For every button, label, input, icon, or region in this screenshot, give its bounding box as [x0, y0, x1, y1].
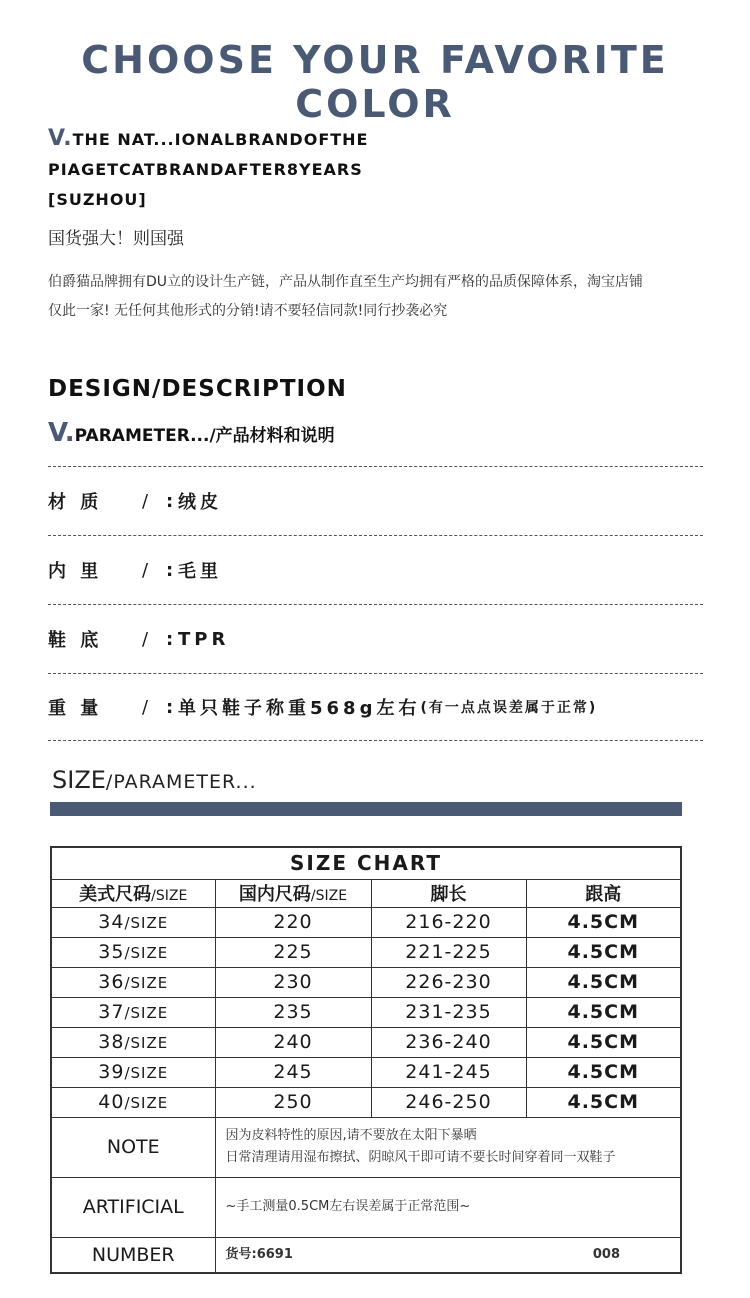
us-size-value: 39 [98, 1061, 125, 1083]
parameter-separator: / [141, 628, 153, 650]
heel-height-cell: 4.5CM [526, 937, 681, 967]
table-row [51, 967, 681, 997]
size-chart-header-row [51, 879, 681, 907]
size-chart-title: SIZE CHART [51, 847, 681, 879]
foot-length-cell: 241-245 [371, 1057, 526, 1087]
size-heading-sub: /PARAMETER... [105, 771, 257, 793]
brand-line-2: PIAGETCATBRANDAFTER8YEARS [48, 160, 363, 179]
brand-description-line-2: 仅此一家! 无任何其他形式的分销!请不要轻信同款!同行抄袭必究 [48, 303, 448, 319]
cn-size-cell: 235 [215, 997, 371, 1027]
header-main: 美式尺码 [79, 884, 152, 905]
note-row [51, 1117, 681, 1177]
header-small: /SIZE [151, 888, 188, 904]
parameter-row-sole [48, 604, 703, 673]
header-small: /SIZE [310, 888, 348, 904]
artificial-text: ~手工测量0.5CM左右误差属于正常范围~ [215, 1177, 681, 1237]
brand-line-3: [SUZHOU] [48, 190, 147, 209]
product-code: 货号:6691 [225, 1246, 293, 1262]
note-text [215, 1117, 681, 1177]
header-foot-length: 脚长 [371, 879, 526, 907]
product-number-suffix: 008 [592, 1246, 620, 1262]
us-size-value: 37 [98, 1001, 125, 1023]
number-row [51, 1237, 681, 1273]
foot-length-cell: 226-230 [371, 967, 526, 997]
us-size-value: 34 [98, 911, 125, 933]
foot-length-cell: 246-250 [371, 1087, 526, 1117]
table-row [51, 1087, 681, 1117]
us-size-cell [51, 967, 215, 997]
table-row [51, 1057, 681, 1087]
parameter-value: TPR [178, 628, 230, 650]
brand-slogan: 国货强大！则国强 [48, 229, 184, 249]
header-heel-height: 跟高 [526, 879, 681, 907]
cn-size-cell: 230 [215, 967, 371, 997]
header-cn-size [215, 879, 371, 907]
parameter-list [48, 466, 703, 741]
us-size-value: 36 [98, 971, 125, 993]
parameter-note: (有一点点误差属于正常) [420, 700, 598, 716]
parameter-colon: : [166, 696, 178, 718]
parameter-separator: / [141, 559, 153, 581]
parameter-row-lining [48, 535, 703, 604]
brand-description-line-1: 伯爵猫品牌拥有DU立的设计生产链，产品从制作直至生产均拥有严格的品质保障体系，淘宝店铺 [48, 274, 644, 290]
note-label: NOTE [51, 1117, 215, 1177]
brand-v-mark: V. [48, 126, 73, 151]
header-us-size [51, 879, 215, 907]
parameter-row-material [48, 466, 703, 535]
us-size-value: 40 [98, 1091, 125, 1113]
parameter-value: 毛里 [178, 561, 222, 582]
cn-size-cell: 225 [215, 937, 371, 967]
note-line-1: 因为皮料特性的原因,请不要放在太阳下暴晒 [225, 1128, 477, 1143]
foot-length-cell: 231-235 [371, 997, 526, 1027]
heel-height-cell: 4.5CM [526, 1087, 681, 1117]
us-size-unit: /SIZE [124, 974, 169, 992]
size-heading-main: SIZE [52, 766, 106, 794]
us-size-value: 35 [98, 941, 125, 963]
us-size-unit: /SIZE [124, 1034, 169, 1052]
cn-size-cell: 240 [215, 1027, 371, 1057]
us-size-cell [51, 1087, 215, 1117]
parameter-heading [48, 418, 335, 448]
artificial-label: ARTIFICIAL [51, 1177, 215, 1237]
parameter-colon: : [166, 490, 178, 512]
us-size-value: 38 [98, 1031, 125, 1053]
parameter-separator: / [141, 490, 153, 512]
heel-height-cell: 4.5CM [526, 997, 681, 1027]
cn-size-cell: 250 [215, 1087, 371, 1117]
design-title: DESIGN/DESCRIPTION [48, 376, 347, 402]
note-line-2: 日常清理请用湿布擦拭、阴晾风干即可请不要长时间穿着同一双鞋子 [225, 1150, 616, 1165]
parameter-label: 重 量 [48, 698, 103, 719]
parameter-label: 材 质 [48, 492, 103, 513]
parameter-label: 内 里 [48, 561, 103, 582]
parameter-colon: : [166, 559, 178, 581]
parameter-heading-text: PARAMETER.../产品材料和说明 [74, 426, 335, 446]
us-size-unit: /SIZE [124, 1064, 169, 1082]
us-size-unit: /SIZE [124, 914, 169, 932]
header-main: 国内尺码 [238, 884, 311, 905]
hero-title: CHOOSE YOUR FAVORITE COLOR [81, 38, 669, 126]
parameter-colon: : [166, 628, 178, 650]
table-row [51, 937, 681, 967]
parameter-value: 绒皮 [178, 492, 222, 513]
heel-height-cell: 4.5CM [526, 1027, 681, 1057]
cn-size-cell: 245 [215, 1057, 371, 1087]
brand-block [48, 124, 448, 215]
size-divider-bar [50, 802, 682, 816]
table-row [51, 907, 681, 937]
table-row [51, 1027, 681, 1057]
us-size-cell [51, 937, 215, 967]
cn-size-cell: 220 [215, 907, 371, 937]
us-size-unit: /SIZE [124, 1004, 169, 1022]
us-size-cell [51, 907, 215, 937]
size-chart-table [50, 846, 682, 1274]
size-heading [52, 766, 257, 794]
us-size-cell [51, 1027, 215, 1057]
number-label: NUMBER [51, 1237, 215, 1273]
parameter-row-weight [48, 673, 703, 741]
foot-length-cell: 221-225 [371, 937, 526, 967]
us-size-cell [51, 997, 215, 1027]
heel-height-cell: 4.5CM [526, 1057, 681, 1087]
parameter-label: 鞋 底 [48, 630, 103, 651]
foot-length-cell: 216-220 [371, 907, 526, 937]
brand-description [48, 268, 748, 326]
parameter-value: 单只鞋子称重568g左右 [178, 698, 421, 719]
number-cell [215, 1237, 681, 1273]
us-size-unit: /SIZE [124, 944, 169, 962]
heel-height-cell: 4.5CM [526, 907, 681, 937]
parameter-separator: / [141, 696, 153, 718]
us-size-cell [51, 1057, 215, 1087]
parameter-v-mark: V. [48, 418, 75, 448]
heel-height-cell: 4.5CM [526, 967, 681, 997]
us-size-unit: /SIZE [124, 1094, 169, 1112]
foot-length-cell: 236-240 [371, 1027, 526, 1057]
table-row [51, 997, 681, 1027]
brand-line-1 [48, 124, 448, 155]
artificial-row [51, 1177, 681, 1237]
brand-line-1-text: THE NAT...IONALBRANDOFTHE [72, 130, 369, 149]
